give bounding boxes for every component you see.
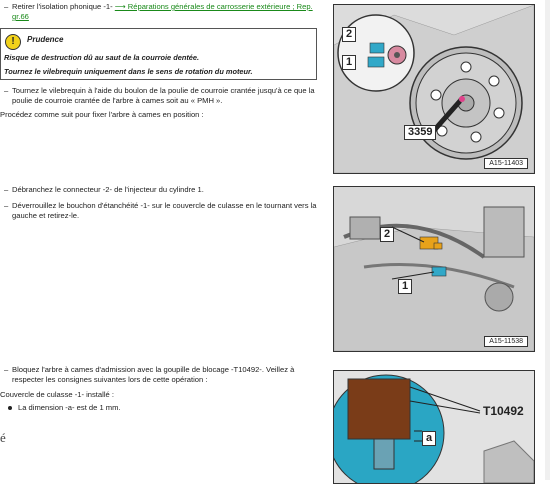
figure-camshaft-pulley bbox=[333, 4, 535, 174]
figure-id-tag: A15-11538 bbox=[484, 336, 528, 347]
step-turn-crankshaft-1: Tournez le vilebrequin à l'aide du boulon de la poulie de courroie crantée jusqu'à ce que la bbox=[12, 86, 315, 95]
bodywork-repair-link[interactable]: ⟶ Réparations générales de carrosserie extérieure ; Rep. gr.66 bbox=[12, 2, 313, 21]
callout-3359: 3359 bbox=[404, 125, 436, 140]
caution-line-1: Risque de destruction dû au saut de la courroie dentée. bbox=[4, 53, 200, 62]
step-fix-camshaft: Procédez comme suit pour fixer l'arbre à cames en position : bbox=[0, 110, 204, 119]
step-dash: – bbox=[4, 2, 9, 11]
stray-character: é bbox=[0, 430, 6, 445]
callout-1: 1 bbox=[398, 279, 412, 294]
dimension-a-note: La dimension -a- est de 1 mm. bbox=[18, 403, 121, 412]
step-text: Retirer l'isolation phonique -1- bbox=[12, 2, 113, 11]
caution-line-2: Tournez le vilebrequin uniquement dans le sens de rotation du moteur. bbox=[4, 67, 253, 76]
bullet-dot bbox=[8, 406, 12, 410]
step-unlock-plug-1: Déverrouillez le bouchon d'étanchéité -1- sur le couvercle de culasse en le tournant vers la bbox=[12, 201, 317, 210]
step-remove-insulation bbox=[12, 2, 317, 22]
step-dash: – bbox=[4, 201, 9, 210]
callout-1: 1 bbox=[342, 55, 356, 70]
caution-title: Prudence bbox=[27, 35, 64, 44]
cover-installed-label: Couvercle de culasse -1- installé : bbox=[0, 390, 114, 399]
step-unlock-plug-2: gauche et retirez-le. bbox=[12, 211, 80, 220]
caution-box bbox=[0, 28, 317, 80]
step-lock-camshaft-2: respecter les consignes suivantes lors de cette opération : bbox=[12, 375, 208, 384]
figure-id-tag: A15-11403 bbox=[484, 158, 528, 169]
step-dash: – bbox=[4, 365, 9, 374]
callout-2: 2 bbox=[380, 227, 394, 242]
step-disconnect-connector: Débranchez le connecteur -2- de l'injecteur du cylindre 1. bbox=[12, 185, 204, 194]
pulley-illustration bbox=[334, 5, 534, 173]
step-turn-crankshaft-2: poulie de courroie crantée de l'arbre à cames soit au « PMH ». bbox=[12, 96, 223, 105]
callout-a: a bbox=[422, 431, 436, 446]
vertical-scrollbar[interactable] bbox=[545, 0, 550, 480]
figure-locking-pin bbox=[333, 370, 535, 484]
step-dash: – bbox=[4, 185, 9, 194]
step-lock-camshaft-1: Bloquez l'arbre à cames d'admission avec la goupille de blocage -T10492-. Veillez à bbox=[12, 365, 295, 374]
step-dash: – bbox=[4, 86, 9, 95]
engine-illustration bbox=[334, 187, 534, 351]
callout-2: 2 bbox=[342, 27, 356, 42]
locking-pin-illustration bbox=[334, 371, 534, 483]
warning-icon: ! bbox=[5, 34, 21, 50]
figure-injector-connector bbox=[333, 186, 535, 352]
callout-t10492: T10492 bbox=[483, 404, 524, 418]
